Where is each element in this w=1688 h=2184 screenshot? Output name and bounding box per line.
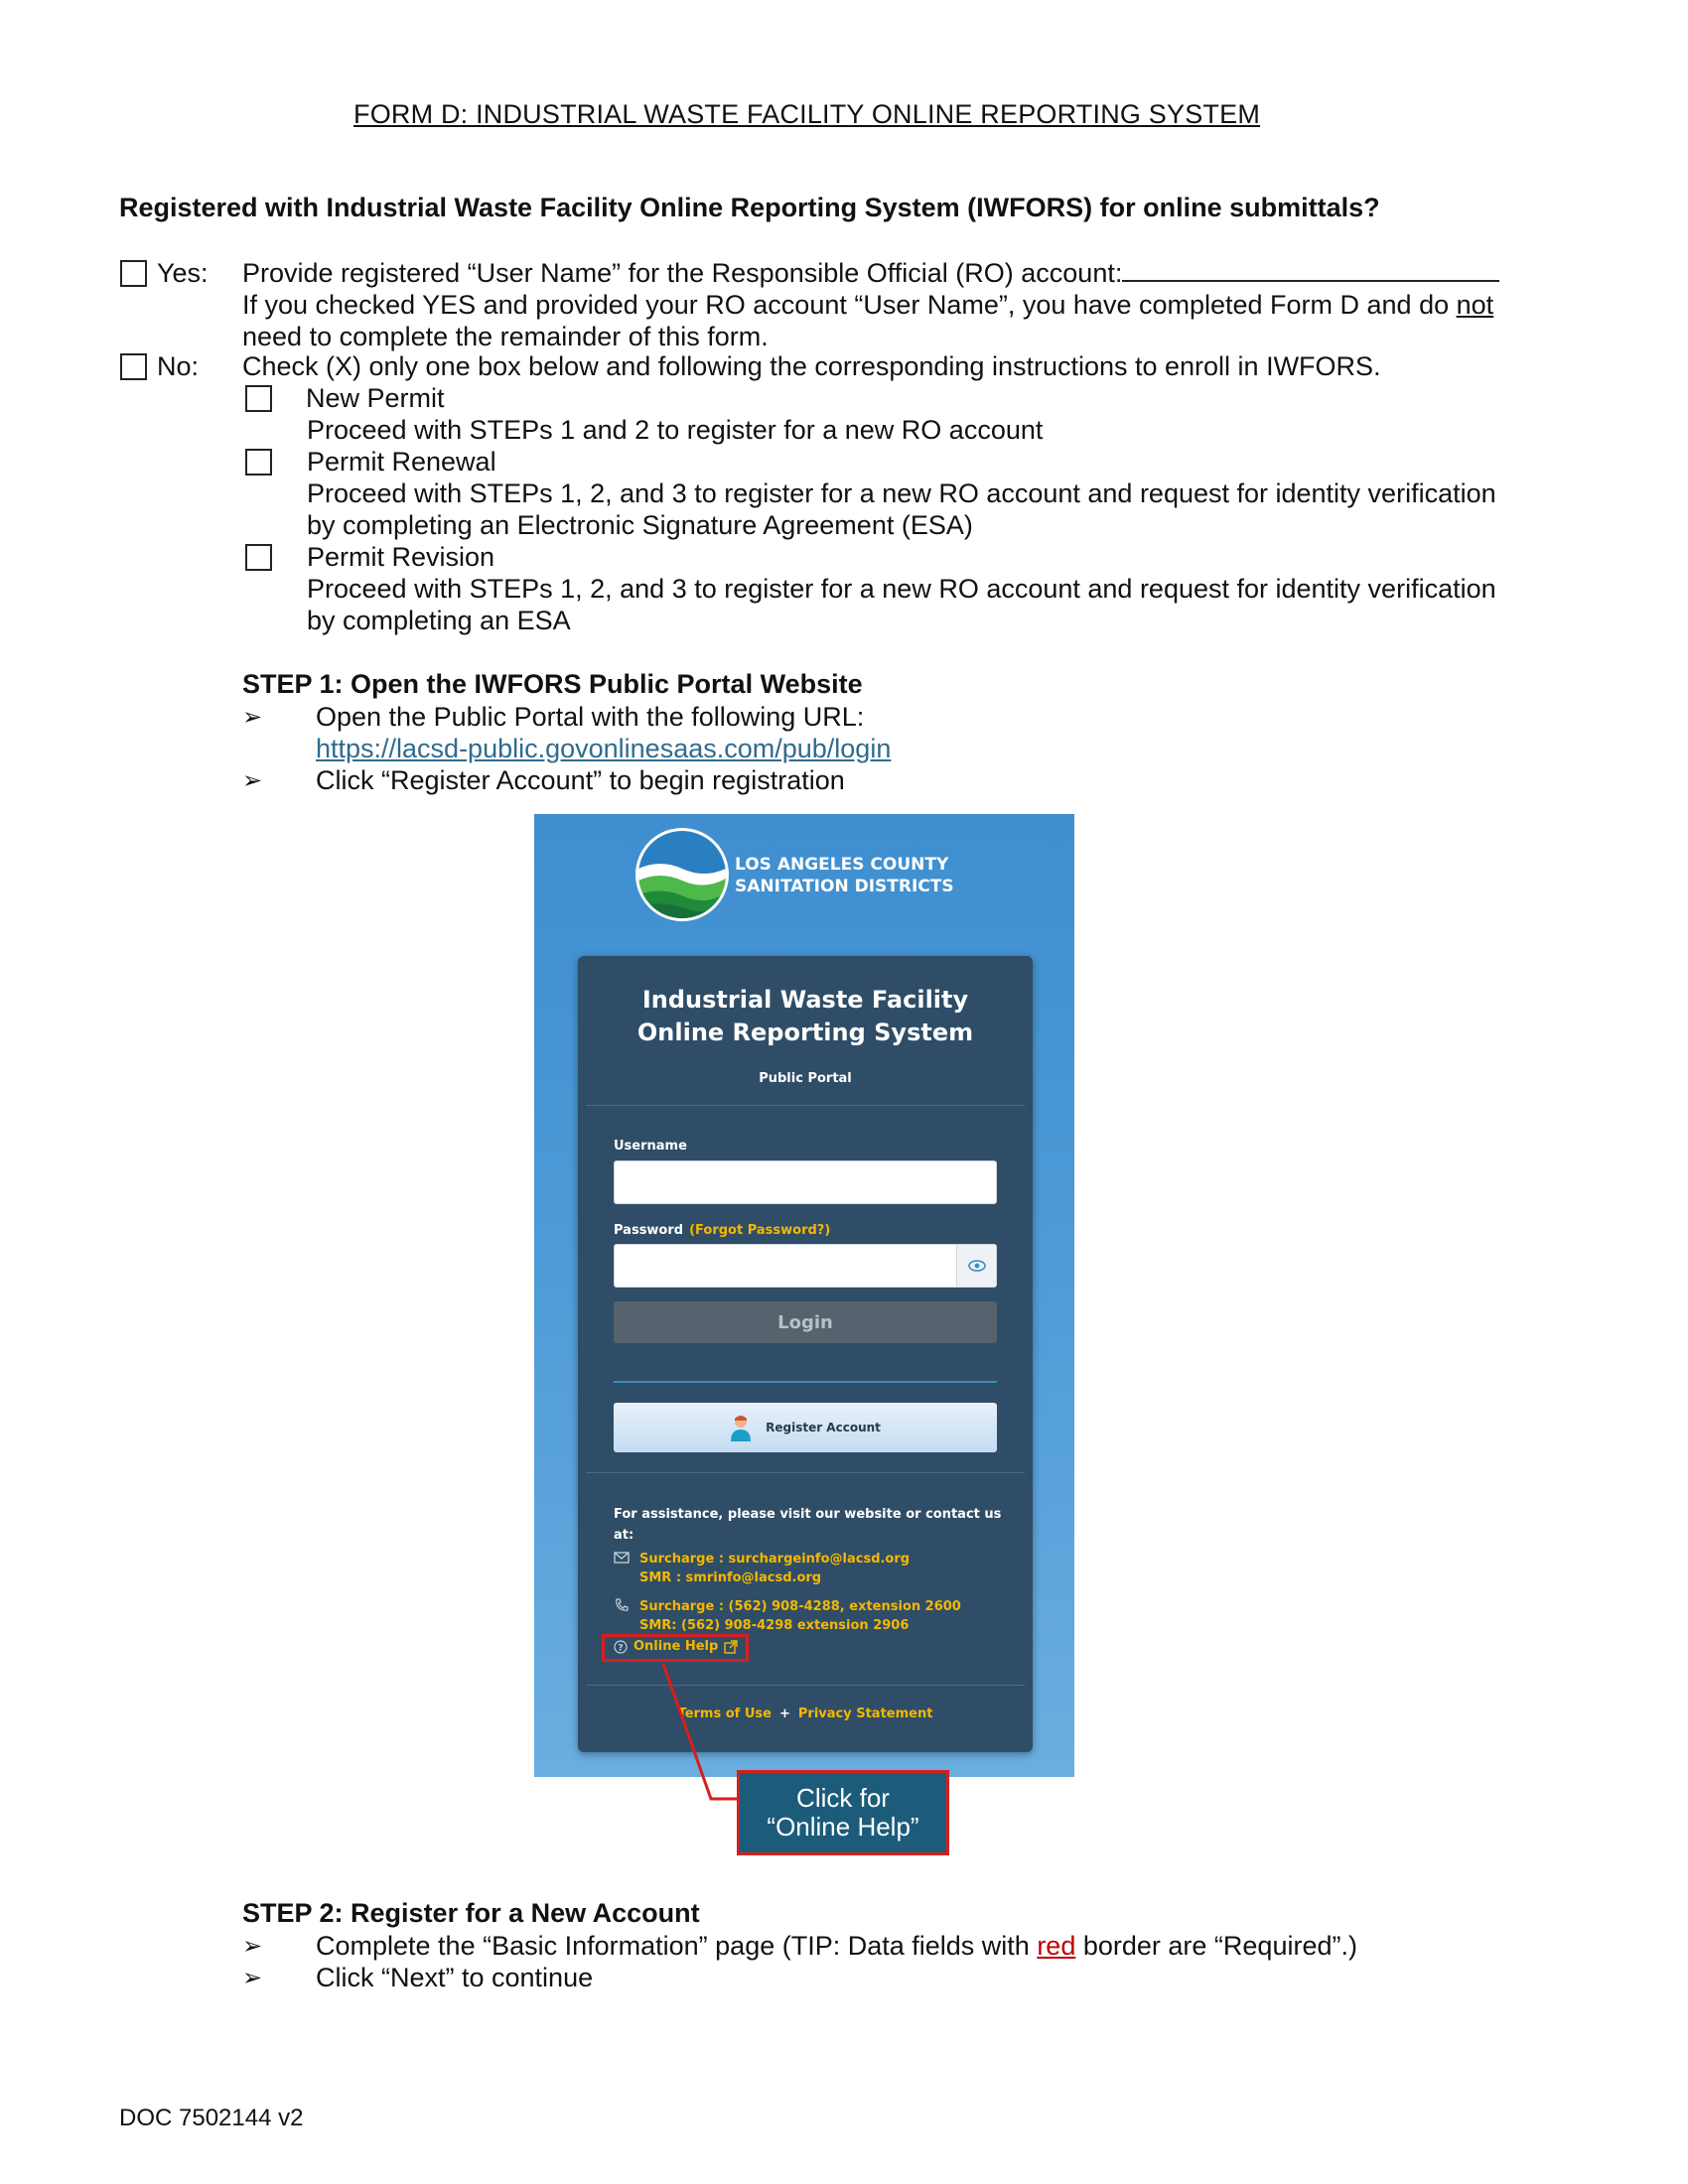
portal-title-line1: Industrial Waste Facility [641, 986, 969, 1014]
divider [614, 1381, 997, 1383]
privacy-statement-link[interactable]: Privacy Statement [797, 1706, 933, 1721]
login-card [578, 956, 1033, 1752]
yes-instruction [242, 257, 1499, 289]
password-label: Password [614, 1223, 684, 1238]
step2-bullet2: Click “Next” to continue [316, 1963, 594, 1992]
callout-line1: Click for [796, 1783, 890, 1813]
form-title: FORM D: INDUSTRIAL WASTE FACILITY ONLINE REPORTING SYSTEM [353, 99, 1261, 129]
password-label-row [614, 1223, 830, 1238]
smr-email-link[interactable]: SMR : smrinfo@lacsd.org [639, 1570, 822, 1585]
step1-bullet1: Open the Public Portal with the following URL: [316, 702, 865, 732]
yes-note-text: If you checked YES and provided your RO account “User Name”, you have completed Form D and do [242, 290, 1457, 320]
username-input[interactable] [614, 1160, 997, 1204]
divider [586, 1105, 1025, 1106]
register-account-button[interactable] [614, 1403, 997, 1452]
permit-revision-desc: Proceed with STEPs 1, 2, and 3 to register for a new RO account and request for identity verification [307, 574, 1496, 604]
no-checkbox[interactable] [120, 353, 147, 380]
arrow-bullet-icon: ➢ [242, 767, 263, 794]
document-id: DOC 7502144 v2 [119, 2105, 304, 2131]
permit-renewal-label: Permit Renewal [307, 447, 496, 477]
surcharge-phone: Surcharge : (562) 908-4288, extension 2600 [639, 1599, 961, 1614]
logo-line1: LOS ANGELES COUNTY [735, 855, 949, 875]
forgot-password-link[interactable]: (Forgot Password?) [689, 1223, 831, 1238]
question-circle-icon [614, 1640, 628, 1654]
password-input[interactable] [614, 1244, 997, 1288]
divider [586, 1472, 1025, 1473]
yes-checkbox[interactable] [120, 260, 147, 287]
new-permit-checkbox[interactable] [245, 385, 272, 412]
no-instruction: Check (X) only one box below and following the corresponding instructions to enroll in IWFORS. [242, 351, 1381, 381]
yes-note [242, 289, 1493, 321]
permit-revision-label: Permit Revision [307, 542, 495, 572]
show-password-eye-icon[interactable] [956, 1245, 996, 1287]
portal-title-line2: Online Reporting System [636, 1019, 974, 1046]
assistance-text: For assistance, please visit our website or contact us at: [614, 1507, 1002, 1543]
surcharge-email-link[interactable]: Surcharge : surchargeinfo@lacsd.org [639, 1552, 911, 1567]
new-permit-desc: Proceed with STEPs 1 and 2 to register for a new RO account [307, 415, 1044, 445]
svg-text:?: ? [618, 1643, 624, 1653]
permit-renewal-desc-2: by completing an Electronic Signature Agreement (ESA) [307, 510, 973, 540]
step1-bullet2: Click “Register Account” to begin registration [316, 765, 845, 795]
no-label: No: [157, 351, 200, 381]
step1-heading: STEP 1: Open the IWFORS Public Portal Website [242, 669, 863, 699]
portal-url-link[interactable]: https://lacsd-public.govonlinesaas.com/pub/login [316, 734, 892, 763]
arrow-bullet-icon: ➢ [242, 704, 263, 731]
envelope-icon [614, 1552, 630, 1564]
logo-waves-icon [635, 828, 729, 921]
new-permit-label: New Permit [306, 383, 445, 413]
online-help-callout [737, 1770, 949, 1855]
plus-separator-icon: + [778, 1706, 790, 1721]
logo-line2: SANITATION DISTRICTS [735, 877, 954, 896]
arrow-bullet-icon: ➢ [242, 1965, 263, 1991]
portal-title [578, 984, 1033, 1049]
permit-revision-checkbox[interactable] [245, 544, 272, 571]
yes-note-not: not [1456, 290, 1494, 320]
user-avatar-icon [730, 1414, 752, 1441]
permit-renewal-checkbox[interactable] [245, 449, 272, 476]
yes-note-continued: need to complete the remainder of this form. [242, 322, 769, 351]
portal-subtitle: Public Portal [759, 1071, 852, 1086]
login-button[interactable]: Login [614, 1301, 997, 1343]
step2-bullet1-end: border are “Required”.) [1075, 1931, 1357, 1961]
terms-of-use-link[interactable]: Terms of Use [677, 1706, 772, 1721]
register-account-label: Register Account [766, 1421, 881, 1434]
divider [586, 1685, 1025, 1686]
step2-heading: STEP 2: Register for a New Account [242, 1898, 700, 1928]
permit-renewal-desc: Proceed with STEPs 1, 2, and 3 to register for a new RO account and request for identity verification [307, 478, 1496, 508]
online-help-label: Online Help [633, 1639, 719, 1654]
sanitation-logo [635, 828, 993, 923]
yes-instruction-text: Provide registered “User Name” for the Responsible Official (RO) account: [242, 258, 1123, 288]
permit-revision-desc-2: by completing an ESA [307, 606, 571, 635]
registration-question: Registered with Industrial Waste Facility Online Reporting System (IWFORS) for online submittals? [119, 193, 1380, 222]
step2-bullet1-text: Complete the “Basic Information” page (TIP: Data fields with [316, 1931, 1038, 1961]
step2-red-word: red [1037, 1931, 1076, 1961]
username-label: Username [614, 1139, 687, 1154]
portal-login-screenshot [534, 814, 1074, 1777]
phone-icon [614, 1597, 630, 1613]
smr-phone: SMR: (562) 908-4298 extension 2906 [639, 1618, 910, 1633]
callout-line2: “Online Help” [767, 1812, 919, 1842]
yes-label: Yes: [157, 258, 209, 288]
arrow-bullet-icon: ➢ [242, 1933, 263, 1960]
step2-bullet1 [316, 1930, 1357, 1962]
logo-text [735, 854, 954, 897]
user-name-field[interactable] [1122, 260, 1499, 282]
footer-links [578, 1706, 1033, 1721]
